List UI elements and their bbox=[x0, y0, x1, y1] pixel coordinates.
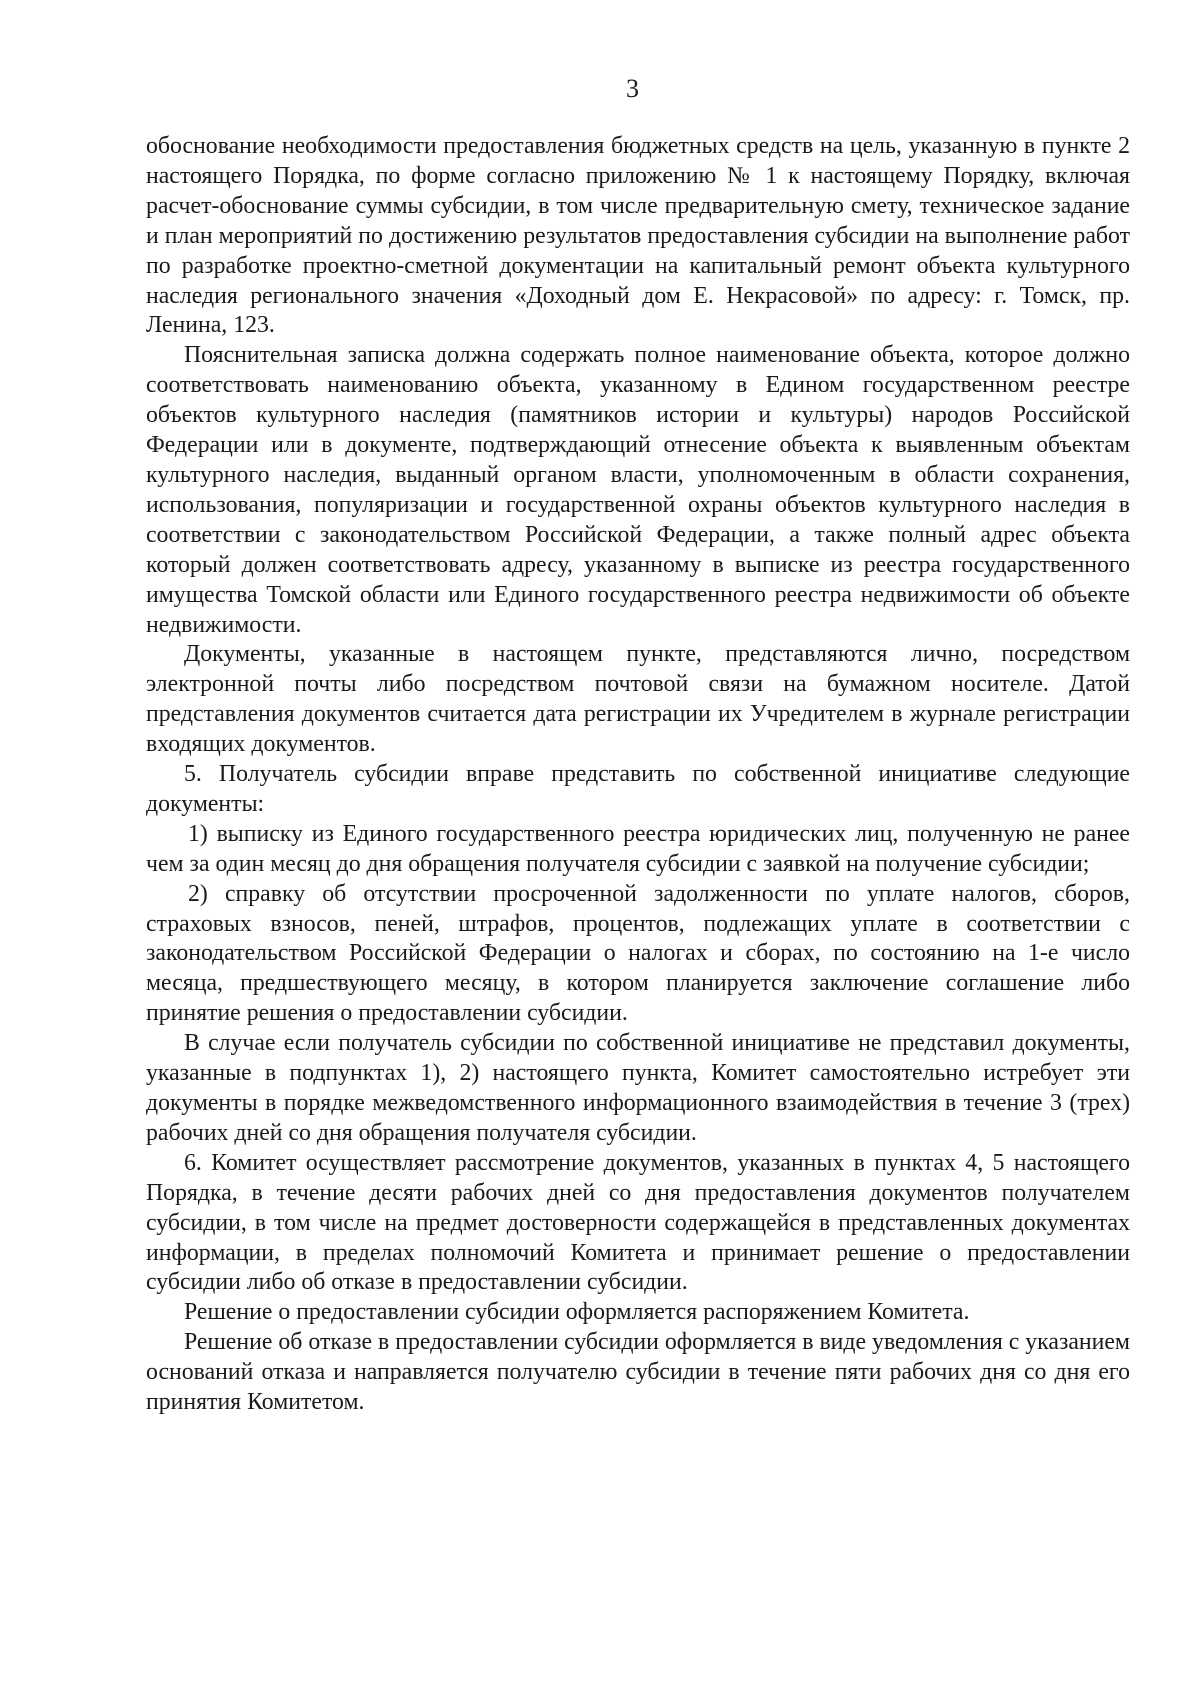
paragraph-item-5: 5. Получатель субсидии вправе представить по собственной инициативе следующие документы: bbox=[146, 761, 1130, 817]
paragraph-documents-submission: Документы, указанные в настоящем пункте, представляются лично, посредством электронной почты либо посредством почтовой связи на бумажном носителе. Датой представления документов считается дата регистрации их Учредителем в журнале регистрации входящих документов. bbox=[146, 641, 1130, 758]
paragraph-decision-refusal: Решение об отказе в предоставлении субсидии оформляется в виде уведомления с указанием оснований отказа и направляется получателю субсидии в течение пяти рабочих дня со дня его принятия Комитетом. bbox=[146, 1329, 1130, 1416]
paragraph-justification-continued: обоснование необходимости предоставления бюджетных средств на цель, указанную в пункте 2 настоящего Порядка, по форме согласно приложению № 1 к настоящему Порядку, включая расчет-обоснование суммы субсидии, в том числе предварительную смету, техническое задание и план мероприятий по достижению результатов предоставления субсидии на выполнение работ по разработке проектно-сметной документации на капитальный ремонт объекта культурного наследия регионального значения «Доходный дом Е. Некрасовой» по адресу: г. Томск, пр. Ленина, 123. bbox=[146, 133, 1130, 339]
page-number: 3 bbox=[626, 74, 639, 103]
paragraph-decision-granting: Решение о предоставлении субсидии оформляется распоряжением Комитета. bbox=[184, 1299, 970, 1326]
paragraph-subitem-1: 1) выписку из Единого государственного реестра юридических лиц, полученную не ранее чем за один месяц до дня обращения получателя субсидии с заявкой на получение субсидии; bbox=[146, 820, 1130, 877]
paragraph-if-not-submitted: В случае если получатель субсидии по собственной инициативе не представил документы, указанные в подпунктах 1), 2) настоящего пункта, Комитет самостоятельно истребует эти документы в порядке межведомственного информационного взаимодействия в течение 3 (трех) рабочих дней со дня обращения получателя субсидии. bbox=[146, 1030, 1130, 1146]
paragraph-item-6: 6. Комитет осуществляет рассмотрение документов, указанных в пунктах 4, 5 настоящего Порядка, в течение десяти рабочих дней со дня предоставления документов получателем субсидии, в том числе на предмет достоверности содержащейся в представленных документах информации, в пределах полномочий Комитета и принимает решение о предоставлении субсидии либо об отказе в предоставлении субсидии. bbox=[146, 1149, 1130, 1296]
paragraph-subitem-2: 2) справку об отсутствии просроченной задолженности по уплате налогов, сборов, страховых взносов, пеней, штрафов, процентов, подлежащих уплате в соответствии с законодательством Российской Федерации о налогах и сборах, по состоянию на 1-е число месяца, предшествующего месяцу, в котором планируется заключение соглашение либо принятие решения о предоставлении субсидии. bbox=[146, 880, 1130, 1027]
document-body bbox=[146, 132, 1130, 1418]
paragraph-explanatory-note: Пояснительная записка должна содержать полное наименование объекта, которое должно соответствовать наименованию объекта, указанному в Едином государственном реестре объектов культурного наследия (памятников истории и культуры) народов Российской Федерации или в документе, подтверждающий отнесение объекта к выявленным объектам культурного наследия, выданный органом власти, уполномоченным в области сохранения, использования, популяризации и государственной охраны объектов культурного наследия в соответствии с законодательством Российской Федерации, а также полный адрес объекта который должен соответствовать адресу, указанному в выписке из реестра государственного имущества Томской области или Единого государственного реестра недвижимости об объекте недвижимости. bbox=[146, 342, 1130, 638]
